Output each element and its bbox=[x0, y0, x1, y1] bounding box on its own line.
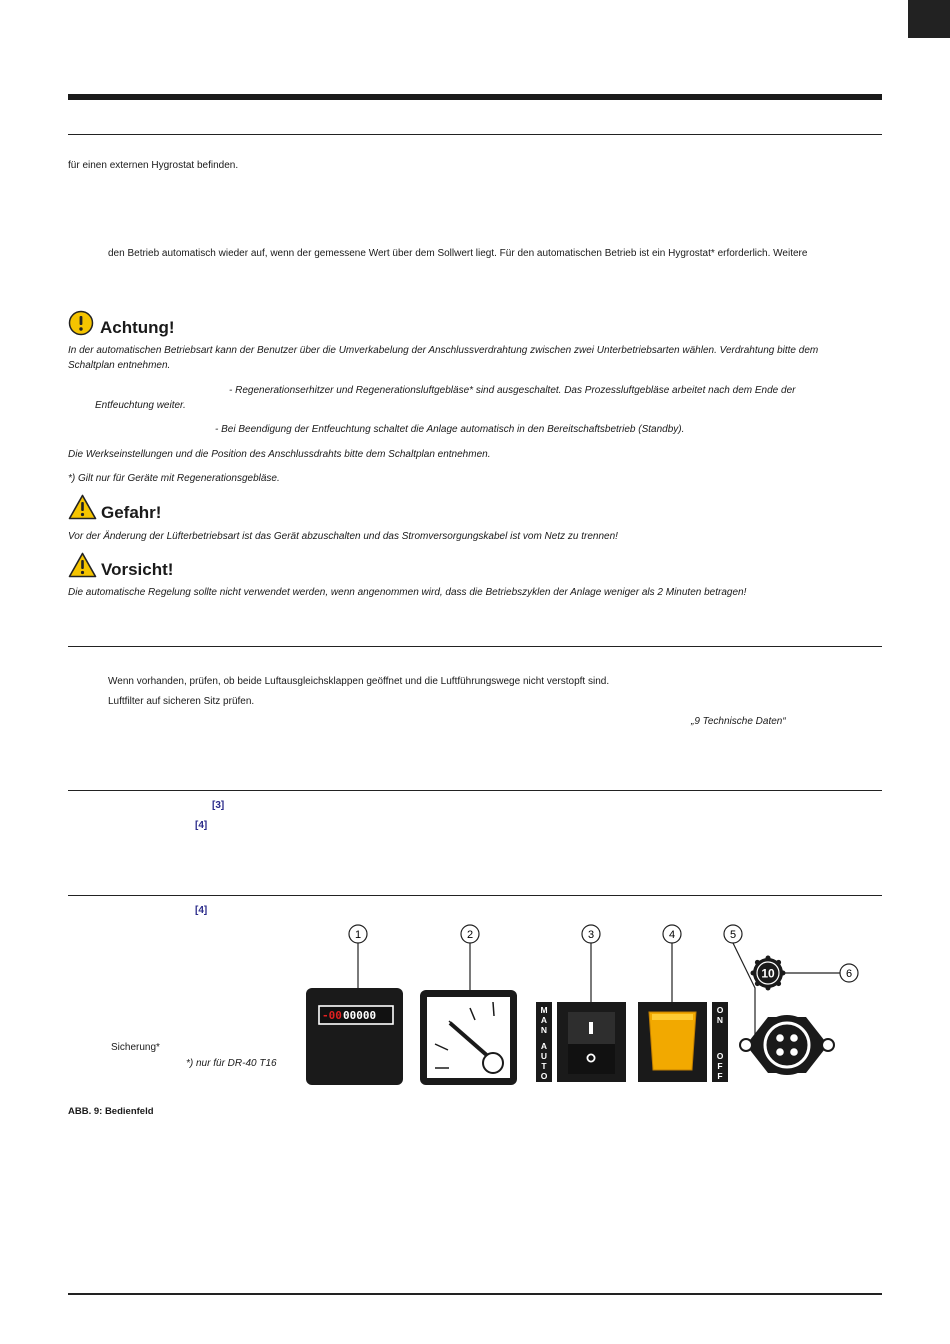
callout-number: 1 bbox=[354, 929, 362, 941]
body-text: - Bei Beendigung der Entfeuchtung schaltet die Anlage automatisch in den Bereitschaftsbetrieb (Standby). bbox=[215, 424, 685, 435]
svg-text:A: A bbox=[540, 1015, 548, 1025]
counter-white-digits: 00000 bbox=[343, 1009, 377, 1022]
body-text: Schaltplan entnehmen. bbox=[68, 360, 171, 371]
hour-counter bbox=[306, 988, 403, 1085]
page-tab-marker bbox=[908, 0, 950, 38]
section-divider bbox=[68, 790, 882, 791]
body-text: In der automatischen Betriebsart kann der Benutzer über die Umverkabelung der Anschlussverdrahtung zwischen zwei Unterbetriebsarten wählen. Verdrahtung bitte dem bbox=[68, 345, 819, 356]
fuse-label: Sicherung* bbox=[111, 1042, 160, 1053]
figure-caption: ABB. 9: Bedienfeld bbox=[68, 1106, 154, 1117]
warning-triangle-icon bbox=[68, 494, 97, 520]
footnote-text: *) nur für DR-40 T16 bbox=[186, 1058, 277, 1069]
control-panel-figure bbox=[300, 918, 870, 1093]
callout-number: 2 bbox=[466, 929, 474, 941]
callout-number: 4 bbox=[668, 929, 676, 941]
svg-text:F: F bbox=[717, 1061, 723, 1071]
gefahr-heading: Gefahr! bbox=[101, 503, 162, 522]
body-text: den Betrieb automatisch wieder auf, wenn der gemessene Wert über dem Sollwert liegt. Für den automatischen Betrieb ist ein Hygrostat* erforderlich. Weitere bbox=[108, 248, 808, 259]
svg-text:T: T bbox=[541, 1061, 547, 1071]
section-divider bbox=[68, 134, 882, 135]
svg-text:A: A bbox=[540, 1041, 548, 1051]
figure-reference[interactable]: [4] bbox=[195, 820, 208, 831]
svg-text:M: M bbox=[540, 1005, 548, 1015]
exclamation-circle-icon bbox=[68, 310, 94, 336]
figure-reference[interactable]: [4] bbox=[195, 905, 208, 916]
body-text: Die Werkseinstellungen und die Position des Anschlussdrahts bitte dem Schaltplan entnehmen. bbox=[68, 449, 491, 460]
section-divider bbox=[68, 646, 882, 647]
fuse-holder-icon bbox=[751, 956, 786, 991]
body-text: für einen externen Hygrostat befinden. bbox=[68, 160, 239, 171]
svg-text:O: O bbox=[716, 1005, 724, 1015]
warning-triangle-icon bbox=[68, 552, 97, 578]
header-rule bbox=[68, 94, 882, 100]
body-text: - Regenerationserhitzer und Regenerationsluftgebläse* sind ausgeschaltet. Das Prozessluftgebläse arbeitet nach dem Ende der bbox=[229, 385, 796, 396]
svg-text:O: O bbox=[540, 1071, 548, 1081]
achtung-heading: Achtung! bbox=[100, 318, 175, 337]
callout-number: 3 bbox=[587, 929, 595, 941]
svg-text:U: U bbox=[540, 1051, 548, 1061]
cross-reference-link[interactable]: „9 Technische Daten“ bbox=[691, 716, 786, 727]
body-text: Vor der Änderung der Lüfterbetriebsart ist das Gerät abzuschalten und das Stromversorgungskabel ist vom Netz zu trennen! bbox=[68, 531, 618, 542]
body-text: Luftfilter auf sicheren Sitz prüfen. bbox=[108, 696, 255, 707]
footnote-text: *) Gilt nur für Geräte mit Regenerationsgebläse. bbox=[68, 473, 280, 484]
callout-number: 6 bbox=[845, 968, 853, 980]
svg-text:N: N bbox=[540, 1025, 548, 1035]
body-text: Die automatische Regelung sollte nicht verwendet werden, wenn angenommen wird, dass die Betriebszyklen der Anlage weniger als 2 Minuten betragen! bbox=[68, 587, 747, 598]
vorsicht-heading: Vorsicht! bbox=[101, 560, 174, 579]
body-text: Entfeuchtung weiter. bbox=[95, 400, 186, 411]
footer-rule bbox=[68, 1293, 882, 1295]
callout-number: 5 bbox=[729, 929, 737, 941]
section-divider bbox=[68, 895, 882, 896]
svg-text:F: F bbox=[717, 1071, 723, 1081]
figure-reference[interactable]: [3] bbox=[212, 800, 225, 811]
counter-red-digits: -00 bbox=[322, 1009, 342, 1022]
svg-text:O: O bbox=[716, 1051, 724, 1061]
body-text: Wenn vorhanden, prüfen, ob beide Luftausgleichsklappen geöffnet und die Luftführungswege nicht verstopft sind. bbox=[108, 676, 610, 687]
socket-connector-icon bbox=[740, 1015, 834, 1075]
svg-text:10: 10 bbox=[761, 966, 775, 981]
svg-text:N: N bbox=[716, 1015, 724, 1025]
